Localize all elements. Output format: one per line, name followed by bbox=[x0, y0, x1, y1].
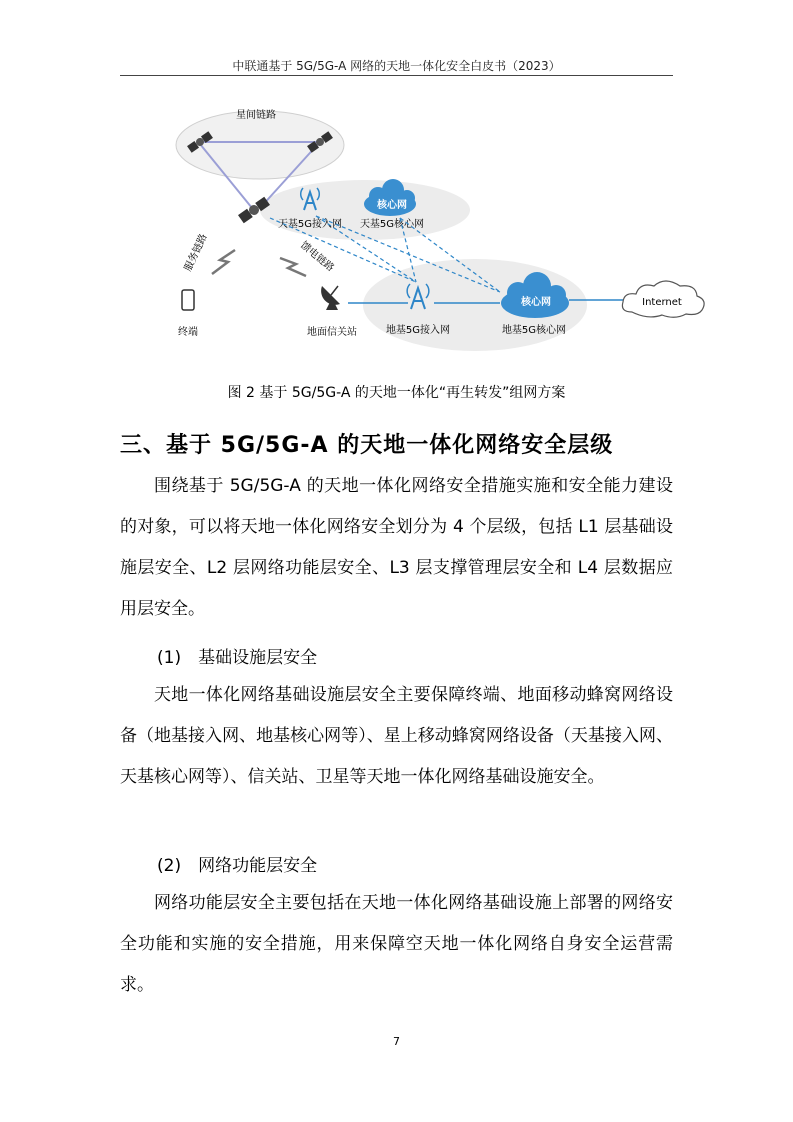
lightning-icon bbox=[280, 258, 306, 276]
subheading: (2) 网络功能层安全 bbox=[157, 856, 318, 876]
gateway-label: 地面信关站 bbox=[307, 327, 357, 338]
dish-icon bbox=[321, 286, 340, 310]
subheading: (1) 基础设施层安全 bbox=[157, 648, 318, 668]
service-link-label: 服务链路 bbox=[182, 232, 210, 274]
ground-access-label: 地基5G接入网 bbox=[385, 325, 451, 336]
ground-core-cloud-label: 核心网 bbox=[521, 297, 551, 308]
figure-caption: 图 2 基于 5G/5G-A 的天地一体化“再生转发”组网方案 bbox=[227, 385, 566, 401]
ground-core-label: 地基5G核心网 bbox=[501, 325, 567, 336]
paragraph: 天地一体化网络基础设施层安全主要保障终端、地面移动蜂窝网络设备（地基接入网、地基核心网等）、星上移动蜂窝网络设备（天基接入网、天基核心网等）、信关站、卫星等天地一体化网络基础设施安全。 bbox=[120, 685, 673, 787]
space-access-label: 天基5G接入网 bbox=[277, 219, 343, 230]
running-header: 中联通基于 5G/5G-A 网络的天地一体化安全白皮书（2023） bbox=[232, 59, 561, 73]
page-number: 7 bbox=[393, 1035, 400, 1048]
terminal-label: 终端 bbox=[178, 327, 198, 338]
header-rule bbox=[120, 75, 673, 76]
feeder-link-label: 馈电链路 bbox=[298, 239, 336, 275]
space-core-cloud-label: 核心网 bbox=[377, 200, 407, 211]
intersatellite-link-label: 星间链路 bbox=[236, 110, 276, 121]
space-network-ellipse bbox=[260, 180, 470, 240]
network-diagram bbox=[120, 100, 720, 360]
internet-label: Internet bbox=[642, 297, 682, 308]
paragraph: 网络功能层安全主要包括在天地一体化网络基础设施上部署的网络安全功能和实施的安全措施，用来保障空天地一体化网络自身安全运营需求。 bbox=[120, 893, 673, 995]
section-title: 三、基于 5G/5G-A 的天地一体化网络安全层级 bbox=[120, 433, 614, 458]
phone-icon bbox=[182, 290, 194, 310]
lightning-icon bbox=[212, 250, 235, 274]
space-core-label: 天基5G核心网 bbox=[359, 219, 425, 230]
paragraph: 围绕基于 5G/5G-A 的天地一体化网络安全措施实施和安全能力建设的对象，可以将天地一体化网络安全划分为 4 个层级，包括 L1 层基础设施层安全、L2 层网络功能层安全、L3 层支撑管理层安全和 L4 层数据应用层安全。 bbox=[120, 476, 673, 619]
